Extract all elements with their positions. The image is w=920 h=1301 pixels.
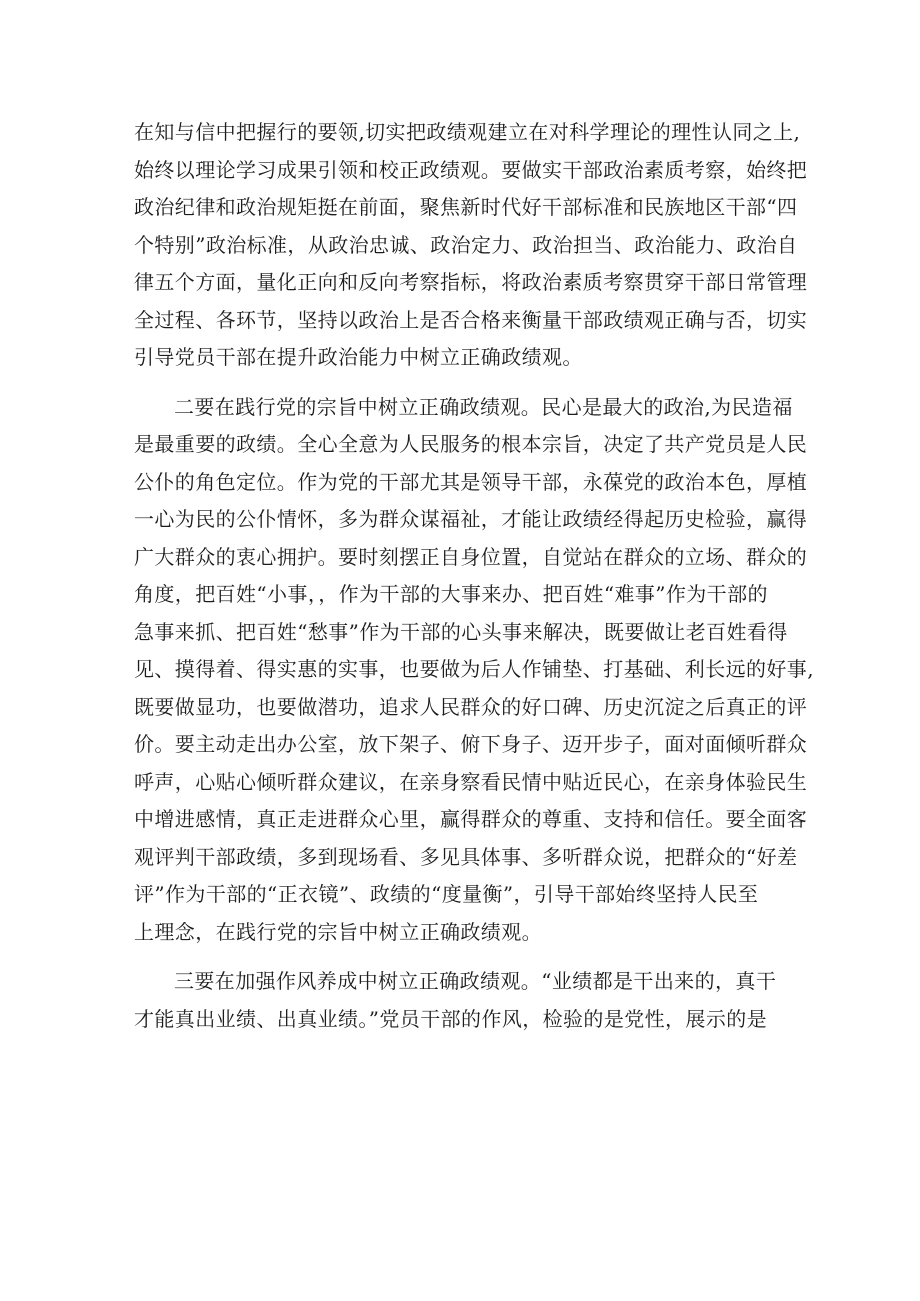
text-line: 个特别”政治标准，从政治忠诚、政治定力、政治担当、政治能力、政治自 (134, 232, 798, 257)
text-line: 上理念，在践行党的宗旨中树立正确政绩观。 (134, 919, 542, 944)
paragraph-political-quality (134, 114, 814, 377)
paragraph-party-purpose (134, 389, 814, 952)
text-line: 急事来抓、把百姓“愁事”作为干部的心头事来解决，既要做让老百姓看得 (134, 619, 788, 644)
text-line: 在知与信中把握行的要领,切实把政绩观建立在对科学理论的理性认同之上, (134, 120, 801, 144)
text-line: 既要做显功，也要做潜功，追求人民群众的好口碑、历史沉淀之后真正的评 (134, 694, 808, 719)
paragraph-work-style (134, 963, 814, 1038)
text-line-first: 二要在践行党的宗旨中树立正确政绩观。民心是最大的政治,为民造福 (174, 394, 793, 419)
text-line: 公仆的角色定位。作为党的干部尤其是领导干部，永葆党的政治本色，厚植 (134, 469, 808, 494)
text-line: 政治纪律和政治规矩挺在前面，聚焦新时代好干部标准和民族地区干部“四 (134, 195, 798, 219)
body-text (134, 114, 814, 1038)
text-line: 一心为民的公仆情怀，多为群众谋福祉，才能让政绩经得起历史检验，赢得 (134, 507, 808, 531)
text-line: 始终以理论学习成果引领和校正政绩观。要做实干部政治素质考察，始终把 (134, 157, 808, 182)
text-line: 才能真出业绩、出真业绩。”党员干部的作风，检验的是党性，展示的是 (134, 1006, 768, 1031)
text-line: 广大群众的衷心拥护。要时刻摆正自身位置，自觉站在群众的立场、群众的 (134, 544, 808, 569)
text-line: 中增进感情，真正走进群众心里，赢得群众的尊重、支持和信任。要全面客 (134, 807, 808, 831)
text-line: 角度，把百姓“小事，，作为干部的大事来办、把百姓“难事”作为干部的 (134, 582, 768, 606)
text-line: 引导党员干部在提升政治能力中树立正确政绩观。 (134, 345, 583, 369)
text-line: 观评判干部政绩，多到现场看、多见具体事、多听群众说，把群众的“好差 (134, 844, 798, 869)
text-line: 见、摸得着、得实惠的实事，也要做为后人作铺垫、打基础、利长远的好事, (134, 657, 814, 681)
text-line: 评”作为干部的“正衣镜”、政绩的“度量衡”，引导干部始终坚持人民至 (134, 882, 759, 906)
text-line-first: 三要在加强作风养成中树立正确政绩观。“业绩都是干出来的，真干 (174, 969, 777, 993)
text-line: 全过程、各环节，坚持以政治上是否合格来衡量干部政绩观正确与否，切实 (134, 307, 808, 332)
text-line: 呼声，心贴心倾听群众建议，在亲身察看民情中贴近民心，在亲身体验民生 (134, 769, 808, 794)
text-line: 律五个方面，量化正向和反向考察指标，将政治素质考察贯穿干部日常管理 (134, 270, 808, 294)
text-line: 是最重要的政绩。全心全意为人民服务的根本宗旨，决定了共产党员是人民 (134, 432, 808, 456)
text-line: 价。要主动走出办公室，放下架子、俯下身子、迈开步子，面对面倾听群众 (134, 732, 808, 756)
